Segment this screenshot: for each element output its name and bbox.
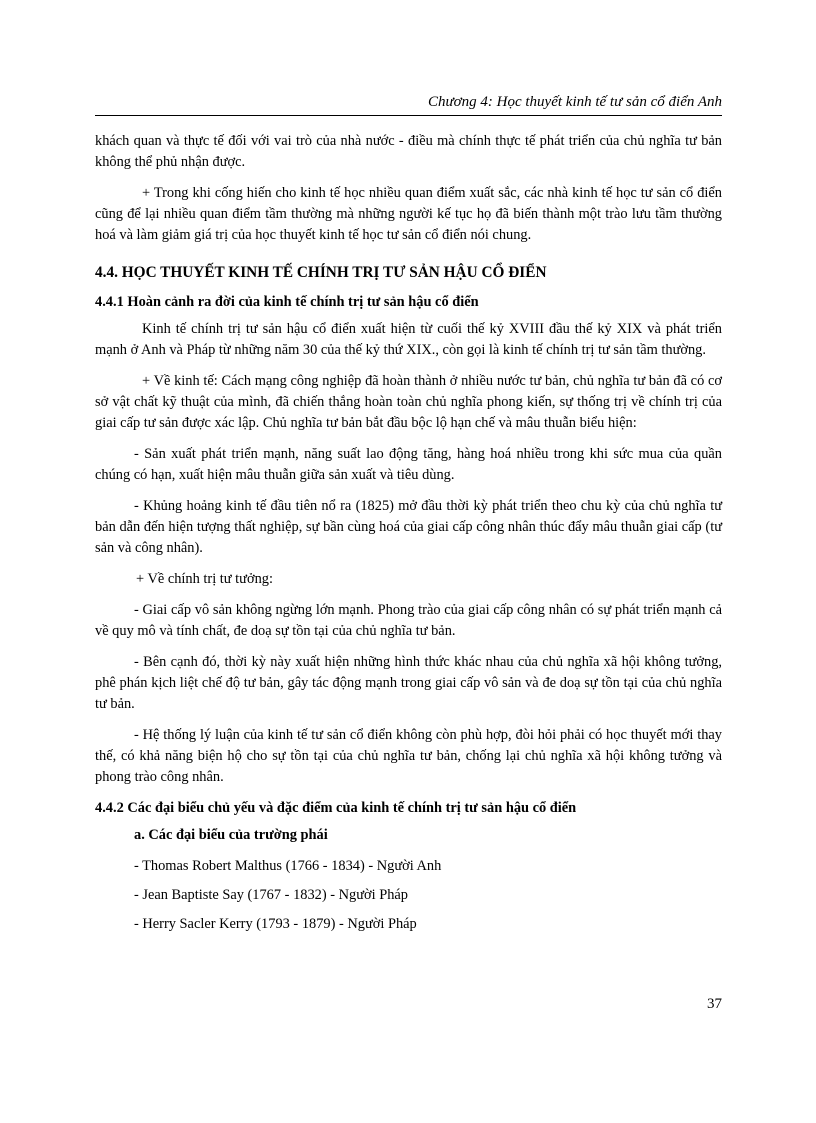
section-heading-4-4-1: 4.4.1 Hoàn cảnh ra đời của kinh tế chính trị tư sản hậu cổ điển — [95, 294, 479, 310]
section-heading-4-4-2: 4.4.2 Các đại biểu chủ yếu và đặc điểm của kinh tế chính trị tư sản hậu cổ điển — [95, 800, 577, 816]
paragraph: khách quan và thực tế đối với vai trò của nhà nước - điều mà chính thực tế phát triển của chủ nghĩa tư bản không thể phủ nhận được. — [95, 133, 722, 170]
header-divider — [95, 115, 722, 116]
paragraph: Kinh tế chính trị tư sản hậu cổ điển xuất hiện từ cuối thế kỷ XVIII đầu thế kỷ XIX và phát triển mạnh ở Anh và Pháp từ những năm 30 của thế kỷ thứ XIX., còn gọi là kinh tế chính trị tư sản tầm thường. — [95, 321, 722, 358]
paragraph: - Hệ thống lý luận của kinh tế tư sản cổ điển không còn phù hợp, đòi hỏi phải có học thuyết mới thay thế, có khả năng biện hộ cho sự tồn tại của chủ nghĩa tư bản, chống lại chủ nghĩa xã hội không tưởng và phong trào công nhân. — [95, 727, 722, 785]
list-item: - Thomas Robert Malthus (1766 - 1834) - Người Anh — [134, 858, 442, 874]
subsection-heading-a: a. Các đại biểu của trường phái — [134, 827, 328, 843]
running-header: Chương 4: Học thuyết kinh tế tư sản cổ điển Anh — [427, 94, 722, 110]
paragraph: + Trong khi cống hiến cho kinh tế học nhiều quan điểm xuất sắc, các nhà kinh tế học tư sản cổ điển cũng để lại nhiều quan điểm tầm thường mà những người kế tục họ đã biến thành một trào lưu tầm thường hoá và làm giảm giá trị của học thuyết kinh tế học tư sản cổ điển nói chung. — [95, 185, 722, 243]
section-heading-4-4: 4.4. HỌC THUYẾT KINH TẾ CHÍNH TRỊ TƯ SẢN HẬU CỔ ĐIỂN — [95, 264, 547, 281]
paragraph: + Về kinh tế: Cách mạng công nghiệp đã hoàn thành ở nhiều nước tư bản, chủ nghĩa tư bản đã có cơ sở vật chất kỹ thuật của mình, đã chiến thắng hoàn toàn chủ nghĩa phong kiến, sự thống trị về chính trị của giai cấp tư sản được xác lập. Chủ nghĩa tư bản bắt đầu bộc lộ hạn chế và mâu thuẫn biểu hiện: — [95, 373, 722, 431]
paragraph: - Sản xuất phát triển mạnh, năng suất lao động tăng, hàng hoá nhiều trong khi sức mua của quần chúng có hạn, xuất hiện mâu thuẫn giữa sản xuất và tiêu dùng. — [95, 446, 722, 483]
page-number: 37 — [707, 996, 722, 1012]
paragraph: - Giai cấp vô sản không ngừng lớn mạnh. Phong trào của giai cấp công nhân có sự phát triển mạnh cả về quy mô và tính chất, đe doạ sự tồn tại của chủ nghĩa tư bản. — [95, 602, 722, 639]
paragraph: + Về chính trị tư tưởng: — [136, 571, 273, 587]
page-body — [95, 131, 722, 943]
paragraph: - Bên cạnh đó, thời kỳ này xuất hiện những hình thức khác nhau của chủ nghĩa xã hội không tưởng, phê phán kịch liệt chế độ tư bản, gây tác động mạnh trong giai cấp vô sản và đe doạ sự tồn tại của chủ nghĩa tư bản. — [95, 654, 722, 712]
paragraph: - Khủng hoảng kinh tế đầu tiên nổ ra (1825) mở đầu thời kỳ phát triển theo chu kỳ của chủ nghĩa tư bản dẫn đến hiện tượng thất nghiệp, sự bần cùng hoá của giai cấp công nhân thúc đẩy mâu thuẫn giai cấp (tư sản và công nhân). — [95, 498, 722, 556]
list-item: - Herry Sacler Kerry (1793 - 1879) - Người Pháp — [134, 916, 417, 932]
list-item: - Jean Baptiste Say (1767 - 1832) - Người Pháp — [134, 887, 408, 903]
